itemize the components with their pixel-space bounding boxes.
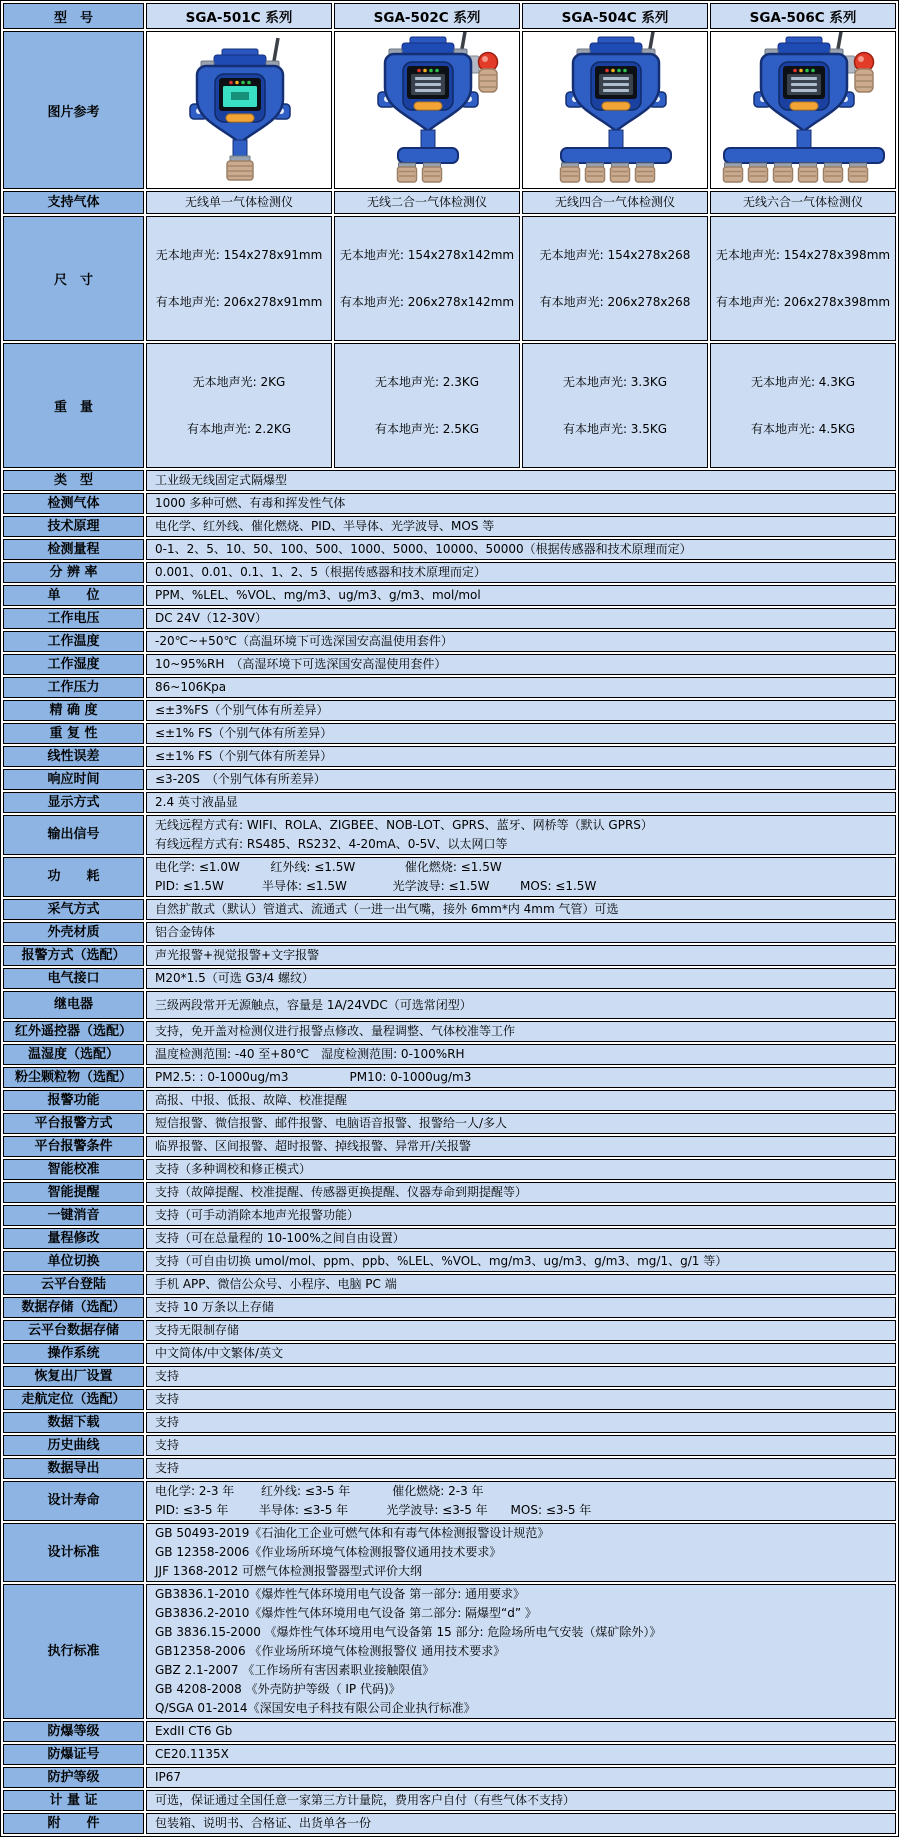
spec-label: 工作压力 bbox=[3, 677, 144, 698]
spec-row bbox=[3, 815, 896, 855]
spec-value-line: 支持 bbox=[155, 1461, 180, 1475]
spec-value-line: 中文简体/中文繁体/英文 bbox=[155, 1346, 284, 1360]
spec-label: 继电器 bbox=[3, 991, 144, 1019]
gas-sensor bbox=[774, 163, 793, 182]
model-header-row bbox=[3, 3, 896, 29]
spec-label: 报警功能 bbox=[3, 1090, 144, 1111]
weight-sga506c bbox=[710, 343, 896, 468]
spec-row bbox=[3, 1744, 896, 1765]
size-row bbox=[3, 216, 896, 341]
spec-label: 数据导出 bbox=[3, 1458, 144, 1479]
spec-value bbox=[146, 1159, 896, 1180]
spec-row bbox=[3, 1320, 896, 1341]
spec-row bbox=[3, 1481, 896, 1521]
spec-value bbox=[146, 1481, 896, 1521]
spec-label: 历史曲线 bbox=[3, 1435, 144, 1456]
manifold bbox=[724, 148, 884, 163]
spec-value-line: 支持（故障提醒、校准提醒、传感器更换提醒、仪器寿命到期提醒等） bbox=[155, 1185, 528, 1199]
spec-value-line: 1000 多种可燃、有毒和挥发性气体 bbox=[155, 496, 346, 510]
gas-sensor bbox=[749, 163, 768, 182]
spec-label: 响应时间 bbox=[3, 769, 144, 790]
spec-label: 云平台登陆 bbox=[3, 1274, 144, 1295]
spec-label: 防爆等级 bbox=[3, 1721, 144, 1742]
spec-label: 防护等级 bbox=[3, 1767, 144, 1788]
size-sga501c bbox=[146, 216, 332, 341]
spec-row bbox=[3, 1274, 896, 1295]
gas-sensor bbox=[636, 163, 655, 182]
spec-row bbox=[3, 1021, 896, 1042]
spec-value-line: CE20.1135X bbox=[155, 1747, 229, 1761]
gas-sensor bbox=[423, 163, 442, 182]
spec-row bbox=[3, 585, 896, 606]
spec-label: 附 件 bbox=[3, 1813, 144, 1834]
spec-value bbox=[146, 746, 896, 767]
spec-row bbox=[3, 1182, 896, 1203]
spec-row bbox=[3, 677, 896, 698]
spec-row bbox=[3, 968, 896, 989]
spec-value-line: GB3836.2-2010《爆炸性气体环境用电气设备 第二部分: 隔爆型“d” 》 bbox=[155, 1606, 537, 1620]
spec-label: 数据下载 bbox=[3, 1412, 144, 1433]
spec-row bbox=[3, 562, 896, 583]
spec-value-line: 支持（可自由切换 umol/mol、ppm、ppb、%LEL、%VOL、mg/m3、ug/m3、g/m3、mg/1、g/1 等） bbox=[155, 1254, 728, 1268]
spec-label: 温湿度（选配） bbox=[3, 1044, 144, 1065]
manifold bbox=[561, 148, 671, 163]
gas-type-sga502c: 无线二合一气体检测仪 bbox=[334, 191, 520, 214]
spec-label: 计 量 证 bbox=[3, 1790, 144, 1811]
product-image-sga502c bbox=[334, 31, 520, 189]
spec-row bbox=[3, 1412, 896, 1433]
spec-label: 类 型 bbox=[3, 470, 144, 491]
spec-value-line: PID: ≤1.5W 半导体: ≤1.5W 光学波导: ≤1.5W MOS: ≤1.5W bbox=[155, 879, 597, 893]
spec-value bbox=[146, 677, 896, 698]
size-line: 有本地声光: 206x278x91mm bbox=[155, 294, 323, 309]
spec-value-line: 0-1、2、5、10、50、100、500、1000、5000、10000、50000（根据传感器和技术原理而定） bbox=[155, 542, 692, 556]
spec-value-line: 有线远程方式有: RS485、RS232、4-20mA、0-5V、以太网口等 bbox=[155, 837, 508, 851]
spec-label: 报警方式（选配） bbox=[3, 945, 144, 966]
spec-value-line: PID: ≤3-5 年 半导体: ≤3-5 年 光学波导: ≤3-5 年 MOS: ≤3-5 年 bbox=[155, 1503, 592, 1517]
spec-row bbox=[3, 1343, 896, 1364]
product-image-svg bbox=[711, 32, 896, 184]
spec-row bbox=[3, 723, 896, 744]
spec-value-line: DC 24V（12-30V） bbox=[155, 611, 267, 625]
weight-line: 无本地声光: 3.3KG bbox=[562, 375, 668, 389]
spec-value-line: 支持无限制存储 bbox=[155, 1323, 240, 1337]
spec-value bbox=[146, 562, 896, 583]
spec-value-line: 手机 APP、微信公众号、小程序、电脑 PC 端 bbox=[155, 1277, 397, 1291]
alarm-beacon-icon bbox=[468, 53, 498, 93]
spec-label: 单位切换 bbox=[3, 1251, 144, 1272]
spec-value bbox=[146, 1136, 896, 1157]
spec-value bbox=[146, 769, 896, 790]
spec-row bbox=[3, 516, 896, 537]
spec-label: 采气方式 bbox=[3, 899, 144, 920]
spec-value bbox=[146, 1813, 896, 1834]
size-line: 无本地声光: 154x278x142mm bbox=[339, 248, 515, 262]
spec-value bbox=[146, 1343, 896, 1364]
spec-value-line: 电化学: 2-3 年 红外线: ≤3-5 年 催化燃烧: 2-3 年 bbox=[155, 1484, 484, 1498]
spec-label: 检测量程 bbox=[3, 539, 144, 560]
spec-value-line: 2.4 英寸液晶显 bbox=[155, 795, 238, 809]
spec-row bbox=[3, 654, 896, 675]
spec-value-line: 包装箱、说明书、合格证、出货单各一份 bbox=[155, 1816, 372, 1830]
spec-value-line: ≤3-20S （个别气体有所差异） bbox=[155, 772, 326, 786]
spec-value bbox=[146, 899, 896, 920]
spec-row bbox=[3, 991, 896, 1019]
weight-row bbox=[3, 343, 896, 468]
spec-value bbox=[146, 1297, 896, 1318]
spec-label: 单 位 bbox=[3, 585, 144, 606]
spec-row bbox=[3, 922, 896, 943]
spec-label: 重 复 性 bbox=[3, 723, 144, 744]
spec-label: 精 确 度 bbox=[3, 700, 144, 721]
spec-label: 平台报警方式 bbox=[3, 1113, 144, 1134]
gas-type-sga506c: 无线六合一气体检测仪 bbox=[710, 191, 896, 214]
product-image-svg bbox=[147, 32, 332, 184]
spec-value bbox=[146, 1228, 896, 1249]
spec-label: 执行标准 bbox=[3, 1584, 144, 1719]
spec-row bbox=[3, 608, 896, 629]
spec-value-line: GB3836.1-2010《爆炸性气体环境用电气设备 第一部分: 通用要求》 bbox=[155, 1587, 526, 1601]
weight-sga501c bbox=[146, 343, 332, 468]
spec-row bbox=[3, 1297, 896, 1318]
spec-value bbox=[146, 654, 896, 675]
spec-value bbox=[146, 723, 896, 744]
weight-sga502c bbox=[334, 343, 520, 468]
spec-value-line: M20*1.5（可选 G3/4 螺纹） bbox=[155, 971, 314, 985]
size-line: 无本地声光: 154x278x398mm bbox=[715, 248, 891, 262]
spec-value-line: 支持（多种调校和修正模式） bbox=[155, 1162, 312, 1176]
spec-row bbox=[3, 1136, 896, 1157]
spec-value-line: Q/SGA 01-2014《深国安电子科技有限公司企业执行标准》 bbox=[155, 1701, 476, 1715]
spec-row bbox=[3, 1251, 896, 1272]
spec-value bbox=[146, 1744, 896, 1765]
spec-value bbox=[146, 516, 896, 537]
spec-value-line: ≤±1% FS（个别气体有所差异） bbox=[155, 749, 333, 763]
spec-row bbox=[3, 631, 896, 652]
spec-value-line: -20℃~+50℃（高温环境下可选深国安高温使用套件） bbox=[155, 634, 453, 648]
spec-row bbox=[3, 1044, 896, 1065]
gas-sensor bbox=[724, 163, 743, 182]
spec-value bbox=[146, 1274, 896, 1295]
spec-row bbox=[3, 792, 896, 813]
weight-line: 无本地声光: 4.3KG bbox=[750, 375, 856, 389]
spec-value-line: 高报、中报、低报、故障、校准提醒 bbox=[155, 1093, 348, 1107]
spec-row bbox=[3, 1523, 896, 1582]
spec-value-line: GB 3836.15-2000 《爆炸性气体环境用电气设备第 15 部分: 危险场所电气安装（煤矿除外）》 bbox=[155, 1625, 662, 1639]
spec-label: 智能提醒 bbox=[3, 1182, 144, 1203]
spec-row bbox=[3, 1159, 896, 1180]
spec-value-line: 支持 bbox=[155, 1438, 180, 1452]
size-sga506c bbox=[710, 216, 896, 341]
weight-line: 有本地声光: 2.5KG bbox=[374, 421, 480, 436]
spec-value bbox=[146, 539, 896, 560]
spec-value bbox=[146, 1205, 896, 1226]
keypad bbox=[414, 102, 442, 110]
spec-row bbox=[3, 1228, 896, 1249]
spec-row bbox=[3, 1090, 896, 1111]
spec-label: 云平台数据存储 bbox=[3, 1320, 144, 1341]
spec-value bbox=[146, 1721, 896, 1742]
spec-row bbox=[3, 899, 896, 920]
size-line: 有本地声光: 206x278x268 bbox=[539, 294, 691, 309]
spec-value-line: ≤±3%FS（个别气体有所差异） bbox=[155, 703, 329, 717]
product-image-sga501c bbox=[146, 31, 332, 189]
spec-label: 电气接口 bbox=[3, 968, 144, 989]
product-image-svg bbox=[523, 32, 708, 184]
spec-value-line: JJF 1368-2012 可燃气体检测报警器型式评价大纲 bbox=[155, 1564, 423, 1578]
spec-value bbox=[146, 1067, 896, 1088]
spec-row bbox=[3, 1366, 896, 1387]
spec-label: 恢复出厂设置 bbox=[3, 1366, 144, 1387]
weight-line: 无本地声光: 2.3KG bbox=[374, 375, 480, 389]
spec-value bbox=[146, 857, 896, 897]
spec-value-line: IP67 bbox=[155, 1770, 182, 1784]
spec-label: 走航定位（选配） bbox=[3, 1389, 144, 1410]
weight-line: 有本地声光: 2.2KG bbox=[186, 421, 292, 436]
weight-line: 有本地声光: 4.5KG bbox=[750, 421, 856, 436]
spec-label: 数据存储（选配） bbox=[3, 1297, 144, 1318]
spec-row bbox=[3, 493, 896, 514]
spec-value bbox=[146, 608, 896, 629]
spec-label: 外壳材质 bbox=[3, 922, 144, 943]
manifold bbox=[398, 148, 458, 163]
spec-value bbox=[146, 1113, 896, 1134]
spec-value-line: 支持（可在总量程的 10-100%之间自由设置） bbox=[155, 1231, 405, 1245]
spec-value bbox=[146, 968, 896, 989]
spec-label: 粉尘颗粒物（选配） bbox=[3, 1067, 144, 1088]
spec-value bbox=[146, 585, 896, 606]
spec-value bbox=[146, 631, 896, 652]
spec-value bbox=[146, 1251, 896, 1272]
spec-value bbox=[146, 1320, 896, 1341]
spec-row bbox=[3, 1458, 896, 1479]
spec-value bbox=[146, 1458, 896, 1479]
spec-value-line: 支持 bbox=[155, 1415, 180, 1429]
spec-row bbox=[3, 1205, 896, 1226]
spec-label: 技术原理 bbox=[3, 516, 144, 537]
spec-value-line: 短信报警、微信报警、邮件报警、电脑语音报警、报警给一人/多人 bbox=[155, 1116, 508, 1130]
gas-sensor bbox=[824, 163, 843, 182]
model-header-sga501c: SGA-501C 系列 bbox=[146, 3, 332, 29]
gas-sensor bbox=[849, 163, 868, 182]
spec-value bbox=[146, 1090, 896, 1111]
row-label-model: 型 号 bbox=[3, 3, 144, 29]
spec-label: 设计寿命 bbox=[3, 1481, 144, 1521]
alarm-beacon-icon bbox=[844, 53, 874, 93]
spec-value-line: 临界报警、区间报警、超时报警、掉线报警、异常开/关报警 bbox=[155, 1139, 472, 1153]
spec-row bbox=[3, 1790, 896, 1811]
gas-type-sga501c: 无线单一气体检测仪 bbox=[146, 191, 332, 214]
spec-value-line: 无线远程方式有: WIFI、ROLA、ZIGBEE、NOB-LOT、GPRS、蓝牙、网桥等（默认 GPRS） bbox=[155, 818, 653, 832]
spec-value bbox=[146, 1523, 896, 1582]
spec-row bbox=[3, 1767, 896, 1788]
spec-label: 智能校准 bbox=[3, 1159, 144, 1180]
spec-value bbox=[146, 991, 896, 1019]
spec-value-line: GB 4208-2008 《外壳防护等级（ IP 代码)》 bbox=[155, 1682, 401, 1696]
spec-value-line: 支持 bbox=[155, 1392, 180, 1406]
spec-label: 防爆证号 bbox=[3, 1744, 144, 1765]
spec-row bbox=[3, 769, 896, 790]
spec-row bbox=[3, 1813, 896, 1834]
size-line: 无本地声光: 154x278x91mm bbox=[155, 248, 323, 262]
spec-value-line: 铝合金铸体 bbox=[155, 925, 216, 939]
spec-row bbox=[3, 1584, 896, 1719]
spec-value bbox=[146, 1021, 896, 1042]
image-reference-row bbox=[3, 31, 896, 189]
spec-row bbox=[3, 1435, 896, 1456]
size-line: 有本地声光: 206x278x398mm bbox=[715, 294, 891, 309]
row-label-image: 图片参考 bbox=[3, 31, 144, 189]
gas-sensor bbox=[561, 163, 580, 182]
gas-sensor bbox=[586, 163, 605, 182]
spec-value bbox=[146, 700, 896, 721]
spec-value bbox=[146, 470, 896, 491]
row-label-size: 尺 寸 bbox=[3, 216, 144, 341]
spec-row bbox=[3, 1389, 896, 1410]
spec-row bbox=[3, 857, 896, 897]
spec-row bbox=[3, 539, 896, 560]
spec-label: 工作湿度 bbox=[3, 654, 144, 675]
spec-row bbox=[3, 1113, 896, 1134]
spec-value bbox=[146, 945, 896, 966]
spec-label: 工作温度 bbox=[3, 631, 144, 652]
spec-value-line: GB 12358-2006《作业场所环境气体检测报警仪通用技术要求》 bbox=[155, 1545, 502, 1559]
spec-label: 功 耗 bbox=[3, 857, 144, 897]
spec-label: 工作电压 bbox=[3, 608, 144, 629]
keypad bbox=[602, 102, 630, 110]
spec-label: 平台报警条件 bbox=[3, 1136, 144, 1157]
spec-label: 量程修改 bbox=[3, 1228, 144, 1249]
weight-line: 有本地声光: 3.5KG bbox=[562, 421, 668, 436]
spec-value-line: 温度检测范围: -40 至+80℃ 湿度检测范围: 0-100%RH bbox=[155, 1047, 465, 1061]
supported-gas-row bbox=[3, 191, 896, 214]
spec-value-line: GB 50493-2019《石油化工企业可燃气体和有毒气体检测报警设计规范》 bbox=[155, 1526, 550, 1540]
spec-row bbox=[3, 945, 896, 966]
spec-value-line: 0.001、0.01、0.1、1、2、5（根据传感器和技术原理而定） bbox=[155, 565, 487, 579]
spec-value-line: ≤±1% FS（个别气体有所差异） bbox=[155, 726, 333, 740]
row-label-gas: 支持气体 bbox=[3, 191, 144, 214]
gas-sensor bbox=[799, 163, 818, 182]
size-sga504c bbox=[522, 216, 708, 341]
spec-value-line: GB12358-2006 《作业场所环境气体检测报警仪 通用技术要求》 bbox=[155, 1644, 506, 1658]
gas-sensor bbox=[227, 161, 253, 180]
spec-value-line: PM2.5: : 0-1000ug/m3 PM10: 0-1000ug/m3 bbox=[155, 1070, 472, 1084]
row-label-weight: 重 量 bbox=[3, 343, 144, 468]
spec-row bbox=[3, 1721, 896, 1742]
spec-value-line: 支持 10 万条以上存储 bbox=[155, 1300, 274, 1314]
spec-value-line: 电化学: ≤1.0W 红外线: ≤1.5W 催化燃烧: ≤1.5W bbox=[155, 860, 502, 874]
size-line: 无本地声光: 154x278x268 bbox=[539, 248, 691, 262]
spec-value-line: 支持，免开盖对检测仪进行报警点修改、量程调整、气体校准等工作 bbox=[155, 1024, 516, 1038]
model-header-sga506c: SGA-506C 系列 bbox=[710, 3, 896, 29]
weight-sga504c bbox=[522, 343, 708, 468]
spec-value-line: PPM、%LEL、%VOL、mg/m3、ug/m3、g/m3、mol/mol bbox=[155, 588, 481, 602]
spec-value bbox=[146, 1366, 896, 1387]
spec-label: 显示方式 bbox=[3, 792, 144, 813]
spec-label: 检测气体 bbox=[3, 493, 144, 514]
gas-sensor bbox=[398, 163, 417, 182]
spec-label: 线性误差 bbox=[3, 746, 144, 767]
spec-value-line: GBZ 2.1-2007 《工作场所有害因素职业接触限值》 bbox=[155, 1663, 435, 1677]
product-image-sga506c bbox=[710, 31, 896, 189]
spec-value-line: 可选，保证通过全国任意一家第三方计量院，费用客户自付（有些气体不支持） bbox=[155, 1793, 576, 1807]
spec-row bbox=[3, 1067, 896, 1088]
model-header-sga504c: SGA-504C 系列 bbox=[522, 3, 708, 29]
spec-value bbox=[146, 815, 896, 855]
spec-value bbox=[146, 922, 896, 943]
spec-value bbox=[146, 1767, 896, 1788]
model-header-sga502c: SGA-502C 系列 bbox=[334, 3, 520, 29]
spec-value-line: 自然扩散式（默认）管道式、流通式（一进一出气嘴，接外 6mm*内 4mm 气管）可选 bbox=[155, 902, 619, 916]
size-sga502c bbox=[334, 216, 520, 341]
keypad bbox=[790, 102, 818, 110]
spec-label: 输出信号 bbox=[3, 815, 144, 855]
gas-sensor bbox=[611, 163, 630, 182]
spec-row bbox=[3, 470, 896, 491]
spec-value bbox=[146, 1584, 896, 1719]
product-image-sga504c bbox=[522, 31, 708, 189]
keypad bbox=[226, 114, 254, 122]
spec-value-line: 声光报警+视觉报警+文字报警 bbox=[155, 948, 320, 962]
spec-value bbox=[146, 1389, 896, 1410]
spec-value-line: 86~106Kpa bbox=[155, 680, 227, 694]
spec-value bbox=[146, 1790, 896, 1811]
spec-label: 红外遥控器（选配） bbox=[3, 1021, 144, 1042]
spec-value-line: 支持 bbox=[155, 1369, 180, 1383]
weight-line: 无本地声光: 2KG bbox=[192, 375, 286, 389]
spec-value-line: ExdII CT6 Gb bbox=[155, 1724, 233, 1738]
spec-value bbox=[146, 1412, 896, 1433]
spec-row bbox=[3, 700, 896, 721]
gas-type-sga504c: 无线四合一气体检测仪 bbox=[522, 191, 708, 214]
spec-value-line: 电化学、红外线、催化燃烧、PID、半导体、光学波导、MOS 等 bbox=[155, 519, 495, 533]
spec-label: 操作系统 bbox=[3, 1343, 144, 1364]
spec-label: 一键消音 bbox=[3, 1205, 144, 1226]
product-image-svg bbox=[335, 32, 520, 184]
spec-label: 分 辨 率 bbox=[3, 562, 144, 583]
spec-value-line: 10~95%RH （高湿环境下可选深国安高湿使用套件） bbox=[155, 657, 447, 671]
spec-label: 设计标准 bbox=[3, 1523, 144, 1582]
spec-value-line: 工业级无线固定式隔爆型 bbox=[155, 473, 288, 487]
spec-value-line: 三级两段常开无源触点，容量是 1A/24VDC（可选常闭型） bbox=[155, 997, 472, 1012]
spec-value bbox=[146, 1435, 896, 1456]
spec-value bbox=[146, 493, 896, 514]
spec-value bbox=[146, 1044, 896, 1065]
spec-value bbox=[146, 792, 896, 813]
spec-row bbox=[3, 746, 896, 767]
spec-value bbox=[146, 1182, 896, 1203]
spec-value-line: 支持（可手动消除本地声光报警功能） bbox=[155, 1208, 360, 1222]
size-line: 有本地声光: 206x278x142mm bbox=[339, 294, 515, 309]
